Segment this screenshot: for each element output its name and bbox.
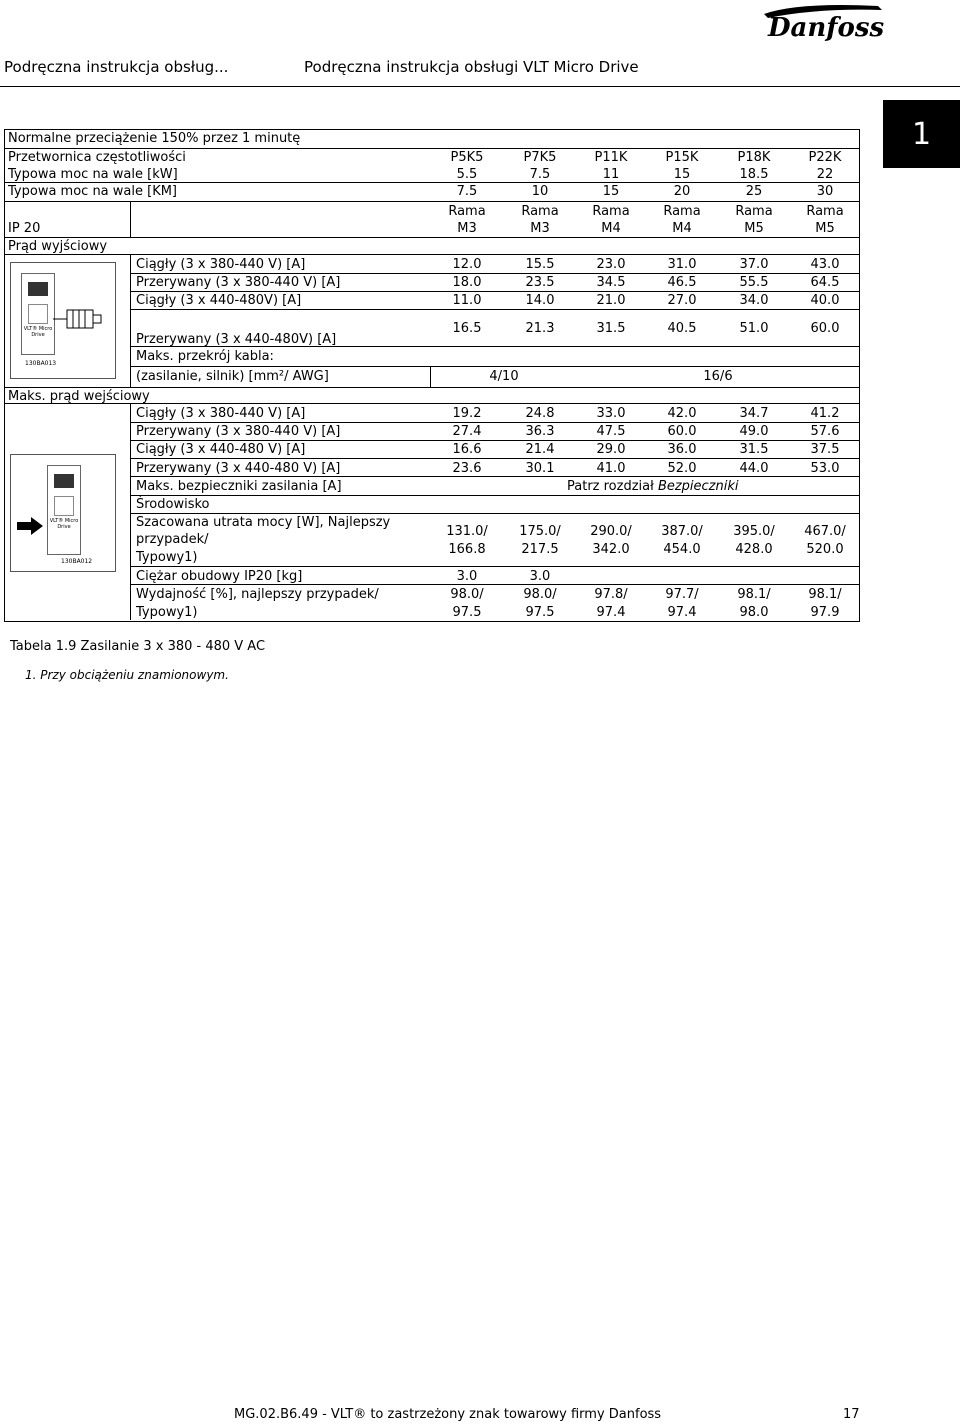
output-cell: 27.0	[667, 293, 697, 308]
input-cell: 21.4	[525, 442, 555, 457]
input-cell: 19.2	[452, 406, 482, 421]
input-cell: 53.0	[810, 461, 840, 476]
output-cell: 14.0	[525, 293, 555, 308]
output-cell: 18.0	[452, 275, 482, 290]
model-cell: P22K	[808, 150, 842, 165]
model-cell: P7K5	[523, 150, 557, 165]
col-divider	[130, 254, 131, 387]
model-cell: P15K	[665, 150, 699, 165]
input-cell: 42.0	[667, 406, 697, 421]
hp-cell: 30	[816, 184, 834, 199]
col-divider	[130, 201, 131, 237]
fuses-value-prefix: Patrz rozdział	[567, 479, 658, 494]
frame-word-cell: Rama	[592, 204, 630, 219]
input-row-label: Ciągły (3 x 440-480 V) [A]	[136, 442, 306, 457]
cable-label-units: (zasilanie, silnik) [mm²/ AWG]	[136, 369, 329, 384]
loss-cell: 131.0/	[446, 524, 488, 539]
input-cell: 23.6	[452, 461, 482, 476]
efficiency-cell: 97.7/	[665, 587, 699, 602]
input-cell: 29.0	[596, 442, 626, 457]
input-cell: 24.8	[525, 406, 555, 421]
ip-label: IP 20	[8, 221, 41, 236]
weight-cell: 3.0	[456, 569, 478, 584]
loss-label: Szacowana utrata mocy [W], Najlepszy	[136, 515, 391, 530]
efficiency-cell: 97.4	[596, 605, 626, 620]
output-cell: 21.0	[596, 293, 626, 308]
efficiency-label: Typowy1)	[136, 605, 198, 620]
danfoss-logo	[758, 0, 888, 48]
row-divider	[130, 309, 859, 310]
output-cell: 16.5	[452, 321, 482, 336]
input-cell: 52.0	[667, 461, 697, 476]
output-image-code: 130BA013	[25, 360, 57, 367]
input-cell: 49.0	[739, 424, 769, 439]
loss-cell: 290.0/	[590, 524, 632, 539]
output-cell: 11.0	[452, 293, 482, 308]
efficiency-cell: 97.9	[810, 605, 840, 620]
output-cell: 43.0	[810, 257, 840, 272]
input-row-label: Ciągły (3 x 380-440 V) [A]	[136, 406, 306, 421]
cable-label: Maks. przekrój kabla:	[136, 349, 274, 364]
svg-text:Danfoss: Danfoss	[768, 13, 885, 43]
efficiency-cell: 97.5	[452, 605, 482, 620]
loss-cell: 166.8	[448, 542, 486, 557]
frame-size-cell: M4	[601, 221, 621, 236]
input-image-code: 130BA012	[61, 558, 93, 565]
input-cell: 41.2	[810, 406, 840, 421]
output-cell: 40.5	[667, 321, 697, 336]
drive-icon	[21, 273, 55, 355]
motor-icon	[53, 307, 103, 331]
hp-cell: 25	[745, 184, 763, 199]
input-cell: 36.0	[667, 442, 697, 457]
kw-cell: 18.5	[739, 167, 769, 182]
frame-word-cell: Rama	[521, 204, 559, 219]
output-cell: 34.0	[739, 293, 769, 308]
frame-word-cell: Rama	[806, 204, 844, 219]
environment-label: Środowisko	[136, 497, 210, 512]
frame-size-cell: M5	[815, 221, 835, 236]
frame-size-cell: M4	[672, 221, 692, 236]
input-cell: 27.4	[452, 424, 482, 439]
device-label: VLT® Micro Drive	[23, 326, 53, 338]
shaft-km-label: Typowa moc na wale [KM]	[8, 184, 178, 199]
efficiency-cell: 97.5	[525, 605, 555, 620]
input-cell: 37.5	[810, 442, 840, 457]
input-device-illustration	[10, 454, 116, 572]
output-cell: 46.5	[667, 275, 697, 290]
fuses-value-ref: Bezpieczniki	[657, 479, 739, 494]
col-divider	[430, 366, 431, 387]
device-label: VLT® Micro Drive	[49, 518, 79, 530]
loss-cell: 217.5	[521, 542, 559, 557]
drive-icon	[47, 465, 81, 555]
kw-cell: 7.5	[529, 167, 551, 182]
output-cell: 60.0	[810, 321, 840, 336]
converter-label: Przetwornica częstotliwości	[8, 150, 186, 165]
output-row-label: Ciągły (3 x 440-480V) [A]	[136, 293, 302, 308]
row-divider	[4, 201, 859, 202]
output-row-label: Przerywany (3 x 440-480V) [A]	[136, 332, 337, 347]
frame-word-cell: Rama	[735, 204, 773, 219]
row-divider	[4, 254, 859, 255]
row-divider	[130, 495, 859, 496]
input-cell: 60.0	[667, 424, 697, 439]
loss-cell: 428.0	[735, 542, 773, 557]
weight-cell: 3.0	[529, 569, 551, 584]
model-cell: P11K	[594, 150, 628, 165]
loss-cell: 520.0	[806, 542, 844, 557]
input-cell: 57.6	[810, 424, 840, 439]
frame-word-cell: Rama	[448, 204, 486, 219]
row-divider	[130, 458, 859, 459]
output-cell: 23.5	[525, 275, 555, 290]
input-row-label: Przerywany (3 x 440-480 V) [A]	[136, 461, 341, 476]
hp-cell: 20	[673, 184, 691, 199]
loss-cell: 175.0/	[519, 524, 561, 539]
page-number: 17	[843, 1407, 860, 1422]
efficiency-cell: 97.4	[667, 605, 697, 620]
arrow-right-icon	[17, 517, 43, 535]
loss-label: przypadek/	[136, 532, 209, 547]
loss-label: Typowy1)	[136, 550, 198, 565]
kw-cell: 15	[673, 167, 691, 182]
chapter-tab: 1	[883, 100, 960, 168]
efficiency-cell: 98.1/	[737, 587, 771, 602]
input-section-title: Maks. prąd wejściowy	[8, 389, 150, 404]
row-divider	[130, 366, 859, 367]
input-row-label: Przerywany (3 x 380-440 V) [A]	[136, 424, 341, 439]
input-cell: 44.0	[739, 461, 769, 476]
efficiency-cell: 98.0/	[523, 587, 557, 602]
loss-cell: 387.0/	[661, 524, 703, 539]
output-cell: 31.5	[596, 321, 626, 336]
hp-cell: 7.5	[456, 184, 478, 199]
model-cell: P5K5	[450, 150, 484, 165]
output-row-label: Przerywany (3 x 380-440 V) [A]	[136, 275, 341, 290]
output-cell: 31.0	[667, 257, 697, 272]
row-divider	[4, 237, 859, 238]
input-cell: 33.0	[596, 406, 626, 421]
output-cell: 37.0	[739, 257, 769, 272]
output-cell: 12.0	[452, 257, 482, 272]
loss-cell: 454.0	[663, 542, 701, 557]
frame-size-cell: M5	[744, 221, 764, 236]
model-cell: P18K	[737, 150, 771, 165]
row-divider	[130, 566, 859, 567]
footnote: 1. Przy obciążeniu znamionowym.	[25, 668, 229, 682]
loss-cell: 395.0/	[733, 524, 775, 539]
input-cell: 41.0	[596, 461, 626, 476]
output-cell: 55.5	[739, 275, 769, 290]
input-cell: 31.5	[739, 442, 769, 457]
output-cell: 40.0	[810, 293, 840, 308]
output-cell: 34.5	[596, 275, 626, 290]
kw-cell: 11	[602, 167, 620, 182]
loss-cell: 467.0/	[804, 524, 846, 539]
table-caption: Tabela 1.9 Zasilanie 3 x 380 - 480 V AC	[10, 639, 266, 654]
header-right: Podręczna instrukcja obsługi VLT Micro Drive	[304, 58, 639, 76]
cable-value: 16/6	[703, 369, 733, 384]
hp-cell: 10	[531, 184, 549, 199]
output-cell: 23.0	[596, 257, 626, 272]
efficiency-cell: 98.1/	[808, 587, 842, 602]
output-cell: 51.0	[739, 321, 769, 336]
header-divider	[0, 86, 960, 87]
input-cell: 16.6	[452, 442, 482, 457]
cable-value: 4/10	[489, 369, 519, 384]
efficiency-cell: 97.8/	[594, 587, 628, 602]
output-device-illustration	[10, 262, 116, 379]
loss-cell: 342.0	[592, 542, 630, 557]
output-section-title: Prąd wyjściowy	[8, 239, 108, 254]
output-cell: 15.5	[525, 257, 555, 272]
kw-cell: 5.5	[456, 167, 478, 182]
frame-size-cell: M3	[530, 221, 550, 236]
output-cell: 21.3	[525, 321, 555, 336]
output-cell: 64.5	[810, 275, 840, 290]
kw-cell: 22	[816, 167, 834, 182]
hp-cell: 15	[602, 184, 620, 199]
header-left: Podręczna instrukcja obsług...	[4, 58, 229, 76]
input-cell: 47.5	[596, 424, 626, 439]
footer-text: MG.02.B6.49 - VLT® to zastrzeżony znak towarowy firmy Danfoss	[234, 1407, 662, 1422]
frame-size-cell: M3	[457, 221, 477, 236]
output-row-label: Ciągły (3 x 380-440 V) [A]	[136, 257, 306, 272]
efficiency-cell: 98.0/	[450, 587, 484, 602]
frame-word-cell: Rama	[663, 204, 701, 219]
weight-label: Ciężar obudowy IP20 [kg]	[136, 569, 303, 584]
table-title: Normalne przeciążenie 150% przez 1 minutę	[8, 131, 301, 146]
shaft-kw-label: Typowa moc na wale [kW]	[8, 167, 178, 182]
fuses-value	[567, 478, 739, 495]
efficiency-cell: 98.0	[739, 605, 769, 620]
col-divider	[130, 403, 131, 620]
efficiency-label: Wydajność [%], najlepszy przypadek/	[136, 587, 379, 602]
input-cell: 36.3	[525, 424, 555, 439]
input-cell: 34.7	[739, 406, 769, 421]
fuses-label: Maks. bezpieczniki zasilania [A]	[136, 479, 342, 494]
input-cell: 30.1	[525, 461, 555, 476]
